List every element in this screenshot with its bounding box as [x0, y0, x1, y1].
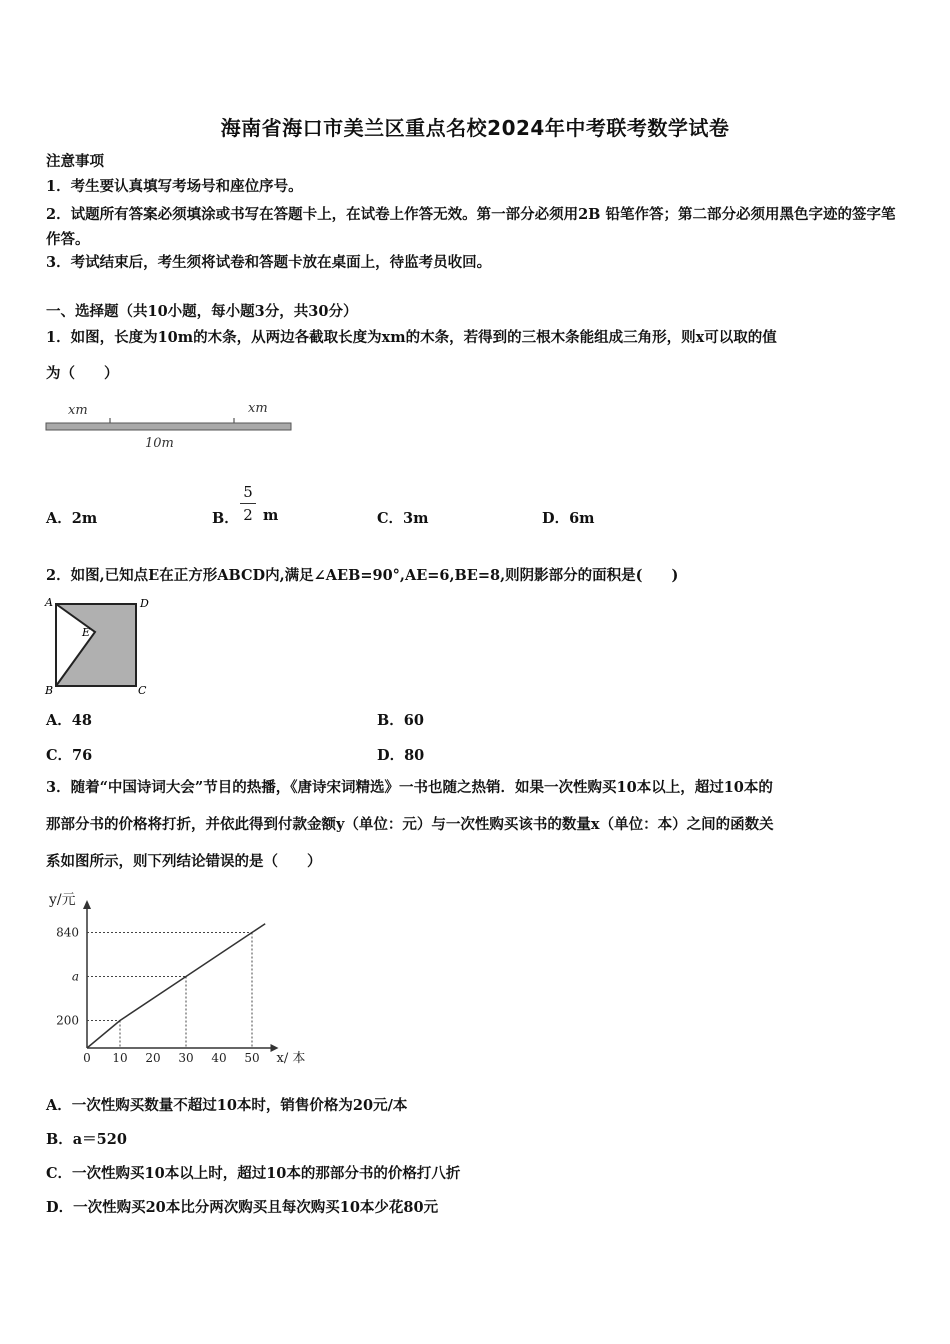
q2-option-d: D．80	[377, 747, 425, 764]
q1-option-a: A．2m	[46, 510, 98, 527]
q1-option-d: D．6m	[542, 510, 595, 527]
q3-stem-line2: 那部分书的价格将打折，并依此得到付款金额y（单位：元）与一次性购买该书的数量x（单位：本）之间的函数关	[46, 816, 774, 833]
q3-stem-line3: 系如图所示，则下列结论错误的是（ ）	[46, 853, 322, 870]
q2-option-a: A．48	[46, 712, 92, 729]
notice-item-3: 3．考试结束后，考生须将试卷和答题卡放在桌面上，待监考员收回。	[46, 254, 492, 271]
q1-label-bottom: 10m	[145, 436, 174, 451]
q1-label-left: xm	[68, 403, 88, 418]
q2-label-b: B	[45, 684, 54, 697]
q2-label-e: E	[82, 626, 91, 639]
page-title: 海南省海口市美兰区重点名校2024年中考联考数学试卷	[220, 116, 730, 140]
q2-square-figure	[40, 594, 160, 700]
q1-option-b-prefix: B．	[212, 510, 239, 527]
q1-fraction-denominator: 2	[243, 506, 253, 524]
notice-item-1: 1．考生要认真填写考场号和座位序号。	[46, 178, 303, 195]
q2-option-b: B．60	[377, 712, 424, 729]
x-tick-label: 10	[112, 1051, 128, 1065]
x-tick-label: 0	[83, 1051, 91, 1065]
series-line	[87, 924, 265, 1048]
q3-function-chart	[40, 888, 310, 1068]
q3-option-d: D．一次性购买20本比分两次购买且每次购买10本少花80元	[46, 1199, 439, 1216]
q1-stick-figure	[40, 398, 300, 456]
y-tick-label: a	[71, 969, 79, 984]
q3-option-b: B．a＝520	[46, 1131, 127, 1148]
q2-shaded-region	[56, 604, 136, 686]
q1-stem-line2: 为（ ）	[46, 365, 119, 382]
x-tick-label: 50	[244, 1051, 260, 1065]
y-axis-label: y/元	[49, 892, 76, 908]
q2-option-c: C．76	[46, 747, 93, 764]
q1-option-c: C．3m	[377, 510, 429, 527]
q1-stem-line1: 1．如图，长度为10m的木条，从两边各截取长度为xm的木条，若得到的三根木条能组成三角形，则x可以取的值	[46, 329, 777, 346]
q1-option-b-fraction	[240, 483, 256, 524]
q2-stem: 2．如图,已知点E在正方形ABCD内,满足∠AEB=90°,AE=6,BE=8,则阴影部分的面积是( )	[46, 567, 679, 584]
q2-label-d: D	[140, 597, 149, 610]
y-axis-arrow	[83, 900, 91, 909]
x-tick-label: 40	[211, 1051, 227, 1065]
q3-stem-line1: 3．随着“中国诗词大会”节目的热播，《唐诗宋词精选》一书也随之热销．如果一次性购买10本以上，超过10本的	[46, 779, 773, 796]
q3-option-c: C．一次性购买10本以上时，超过10本的那部分书的价格打八折	[46, 1165, 461, 1182]
x-tick-label: 20	[145, 1051, 161, 1065]
q1-fraction-numerator: 5	[243, 483, 253, 501]
q1-stick	[46, 423, 291, 430]
y-tick-label: 840	[56, 925, 79, 940]
q1-option-b-unit: m	[263, 507, 279, 524]
section-heading: 一、选择题（共10小题，每小题3分，共30分）	[46, 303, 358, 320]
notice-item-2: 2．试题所有答案必须填涂或书写在答题卡上，在试卷上作答无效。第一部分必须用2B 铅笔作答；第二部分必须用黑色字迹的签字笔作答。	[46, 206, 896, 248]
x-axis-label: x/ 本	[276, 1051, 306, 1066]
q2-label-c: C	[138, 684, 147, 697]
y-tick-label: 200	[56, 1013, 79, 1028]
x-tick-label: 30	[178, 1051, 194, 1065]
q3-option-a: A．一次性购买数量不超过10本时，销售价格为20元/本	[46, 1097, 408, 1114]
q1-label-right: xm	[248, 401, 268, 416]
q2-label-a: A	[45, 596, 53, 609]
notice-heading: 注意事项	[46, 153, 104, 170]
